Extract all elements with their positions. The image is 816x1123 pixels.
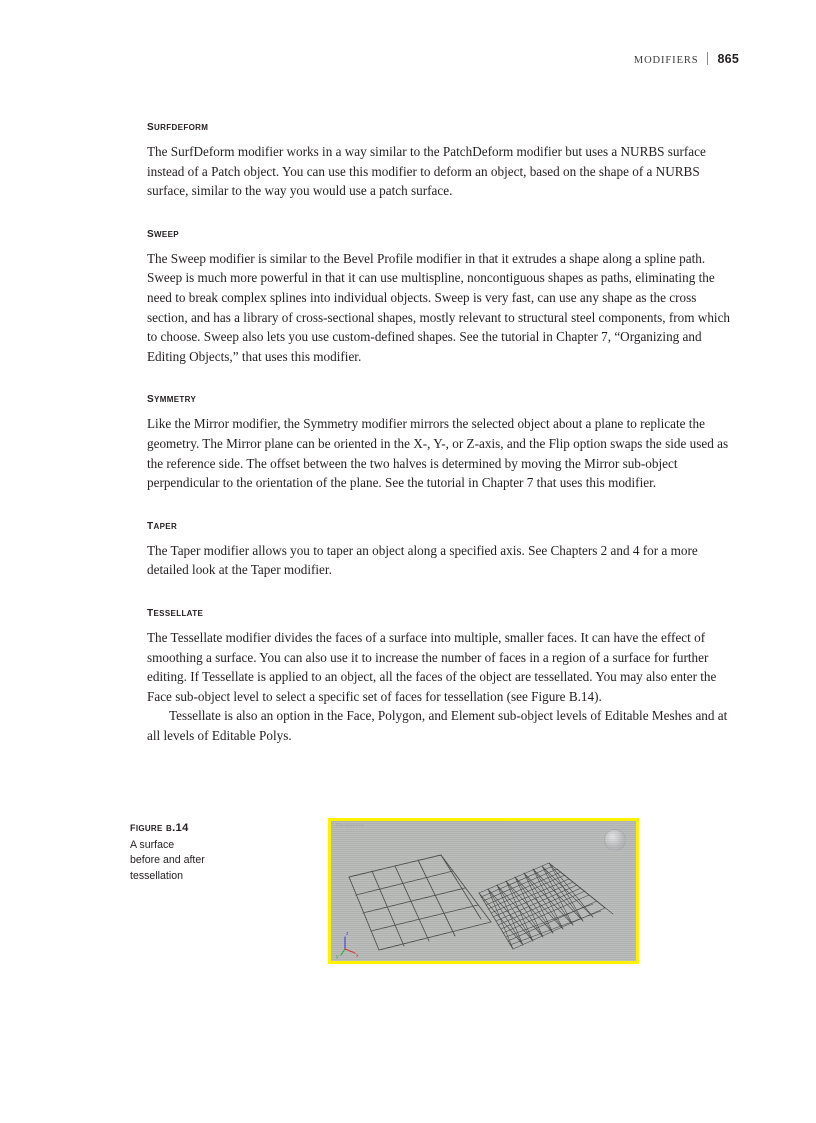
figure-description-line-3: tessellation xyxy=(130,869,183,882)
section-taper xyxy=(147,517,739,580)
section-heading-symmetry: symmetry xyxy=(147,390,197,406)
viewport-wireframe-graphic xyxy=(331,821,636,961)
section-heading-surfdeform: surfdeform xyxy=(147,118,209,133)
figure-image-viewport xyxy=(328,818,639,964)
coarse-grid-mesh xyxy=(349,855,491,950)
figure-label: figure b.14 xyxy=(130,819,189,834)
paragraph-symmetry-1: Like the Mirror modifier, the Symmetry modifier mirrors the selected object about a plane to replicate the geometry. The Mirror plane can be oriented in the X-, Y-, or Z-axis, and the Flip option swaps the side used as the reference side. The offset between the two halves is determined by moving the Mirror sub-object perpendicular to the orientation of the plane. See the tutorial in Chapter 7 that uses this modifier. xyxy=(147,416,729,491)
figure-description-line-1: A surface xyxy=(130,839,175,851)
tessellated-grid-mesh xyxy=(479,863,613,949)
svg-text:x: x xyxy=(356,953,359,959)
viewport-label: Perspective xyxy=(336,823,365,829)
figure-description xyxy=(130,838,320,884)
paragraph-sweep-1: The Sweep modifier is similar to the Bevel Profile modifier in that it extrudes a shape along a spline path. Sweep is much more powerful in that it can use multispline, noncontiguous shapes as paths, eliminating the need to break complex splines into individual objects. Sweep is very fast, can use any shape as the cross section, and has a library of cross-sectional shapes, mostly relevant to structural steel components, from which to choose. Sweep also lets you use custom-defined shapes. See the tutorial in Chapter 7, “Organizing and Editing Objects,” that uses this modifier. xyxy=(147,250,731,364)
section-sweep xyxy=(147,225,739,367)
figure-caption xyxy=(130,820,320,884)
paragraph-surfdeform-1: The SurfDeform modifier works in a way similar to the PatchDeform modifier but uses a NURBS surface instead of a Patch object. You can use this modifier to deform an object, based on the shape of a NURBS surface, similar to the way you would use a patch surface. xyxy=(147,144,706,199)
running-head-label: MODIFIERS xyxy=(633,55,699,66)
text-column xyxy=(147,118,739,745)
axis-tripod-gizmo xyxy=(336,931,359,960)
page-number: 865 xyxy=(717,52,739,66)
figure-block xyxy=(0,815,816,985)
running-head-divider xyxy=(707,52,708,65)
paragraph-tessellate-2: Tessellate is also an option in the Face, Polygon, and Element sub-object levels of Editable Meshes and at all levels of Editable Polys. xyxy=(147,708,728,743)
svg-text:y: y xyxy=(336,954,339,960)
paragraph-taper-1: The Taper modifier allows you to taper an object along a specified axis. See Chapters 2 and 4 for a more detailed look at the Taper modifier. xyxy=(147,542,698,578)
section-heading-tessellate: tessellate xyxy=(147,603,204,619)
figure-description-line-2: before and after xyxy=(130,854,205,867)
section-heading-taper: taper xyxy=(147,516,178,532)
view-cube-icon[interactable] xyxy=(604,829,626,851)
running-head xyxy=(634,50,739,66)
section-symmetry xyxy=(147,390,739,492)
section-heading-sweep: sweep xyxy=(147,224,179,240)
section-tessellate xyxy=(147,604,739,746)
svg-text:z: z xyxy=(346,931,349,937)
paragraph-tessellate-1: The Tessellate modifier divides the faces of a surface into multiple, smaller faces. It can have the effect of smoothing a surface. You can also use it to increase the number of faces in a region of a surface for further editing. If Tessellate is applied to an object, all the faces of the object are tessellated. You may also enter the Face sub-object level to select a specific set of faces for tessellation (see Figure B.14). xyxy=(147,629,717,704)
section-surfdeform xyxy=(147,118,739,201)
